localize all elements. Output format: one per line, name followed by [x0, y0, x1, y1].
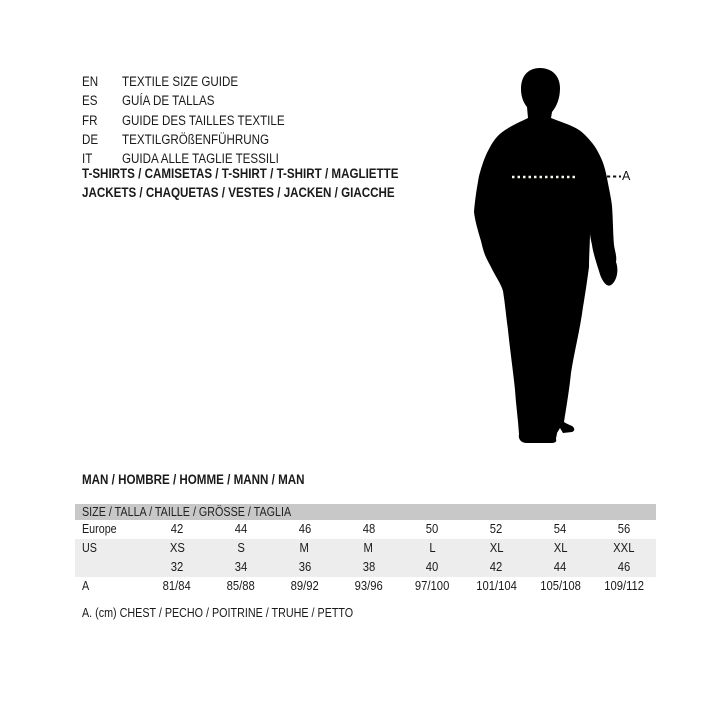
measurement-footnote-text: A. (cm) CHEST / PECHO / POITRINE / TRUHE / PETTO — [82, 606, 354, 620]
language-row-en — [82, 72, 311, 91]
section-title-text: MAN / HOMBRE / HOMME / MANN / MAN — [82, 472, 305, 487]
language-code: EN — [82, 74, 99, 89]
size-cell: 32 — [170, 560, 184, 574]
table-row-europe — [75, 520, 656, 539]
size-cell: 81/84 — [162, 579, 192, 593]
category-titles — [82, 164, 450, 203]
row-label — [75, 558, 145, 577]
size-cell: XS — [169, 541, 185, 555]
size-cell: 36 — [298, 560, 311, 574]
row-label: Europe — [82, 522, 117, 536]
table-row-chest-a — [75, 577, 656, 596]
size-cell: M — [299, 541, 310, 555]
language-row-es — [82, 91, 311, 110]
table-row-numeric — [75, 558, 656, 577]
size-cell: XL — [489, 541, 504, 555]
measurement-footnote — [82, 606, 397, 620]
language-label: GUIDA ALLE TAGLIE TESSILI — [122, 151, 279, 167]
size-cell: 89/92 — [290, 579, 319, 593]
size-cell: 44 — [553, 560, 567, 574]
size-cell: XXL — [613, 541, 635, 555]
size-cell: 46 — [617, 560, 631, 574]
size-cell: 44 — [234, 522, 248, 536]
size-cell: XL — [553, 541, 568, 555]
man-silhouette-graphic — [450, 55, 670, 455]
size-cell: 48 — [362, 522, 375, 536]
man-silhouette-shape — [474, 68, 617, 443]
size-cell: 40 — [426, 560, 439, 574]
man-silhouette-figure — [450, 55, 670, 455]
language-label: GUIDE DES TAILLES TEXTILE — [122, 112, 285, 128]
table-row-us — [75, 539, 656, 558]
size-cell: 85/88 — [226, 579, 255, 593]
measure-label-a: A — [622, 169, 631, 183]
size-table-header — [75, 504, 656, 520]
row-label: US — [82, 541, 97, 555]
size-table-header-text: SIZE / TALLA / TAILLE / GRÖSSE / TAGLIA — [82, 505, 292, 519]
language-label: TEXTILE SIZE GUIDE — [122, 74, 239, 89]
size-cell: 109/112 — [604, 579, 644, 593]
language-code: ES — [82, 93, 98, 109]
size-cell: 97/100 — [415, 579, 450, 593]
size-cell: 105/108 — [539, 579, 581, 593]
size-cell: 38 — [362, 560, 375, 574]
size-cell: 42 — [170, 522, 184, 536]
size-cell: 52 — [490, 522, 503, 536]
category-line-tshirts: T-SHIRTS / CAMISETAS / T-SHIRT / T-SHIRT / MAGLIETTE — [82, 166, 399, 181]
size-table — [75, 504, 656, 596]
size-cell: 54 — [553, 522, 567, 536]
language-row-fr — [82, 111, 311, 130]
size-cell: 46 — [298, 522, 311, 536]
size-cell: 42 — [490, 560, 503, 574]
size-cell: M — [363, 541, 374, 555]
language-code: FR — [82, 112, 98, 128]
language-label: GUÍA DE TALLAS — [122, 93, 215, 109]
section-title-man — [82, 472, 341, 488]
language-code: IT — [82, 151, 93, 167]
language-code: DE — [82, 131, 99, 147]
size-cell: 56 — [617, 522, 631, 536]
size-cell: 34 — [234, 560, 248, 574]
language-list — [82, 72, 311, 168]
size-cell: L — [429, 541, 436, 555]
size-cell: 50 — [426, 522, 439, 536]
language-row-de — [82, 130, 311, 149]
row-label: A — [82, 579, 90, 593]
size-cell: S — [237, 541, 245, 555]
language-label: TEXTILGRÖßENFÜHRUNG — [122, 131, 270, 147]
size-cell: 101/104 — [475, 579, 517, 593]
size-cell: 93/96 — [354, 579, 383, 593]
category-line-jackets: JACKETS / CHAQUETAS / VESTES / JACKEN / GIACCHE — [82, 185, 395, 201]
